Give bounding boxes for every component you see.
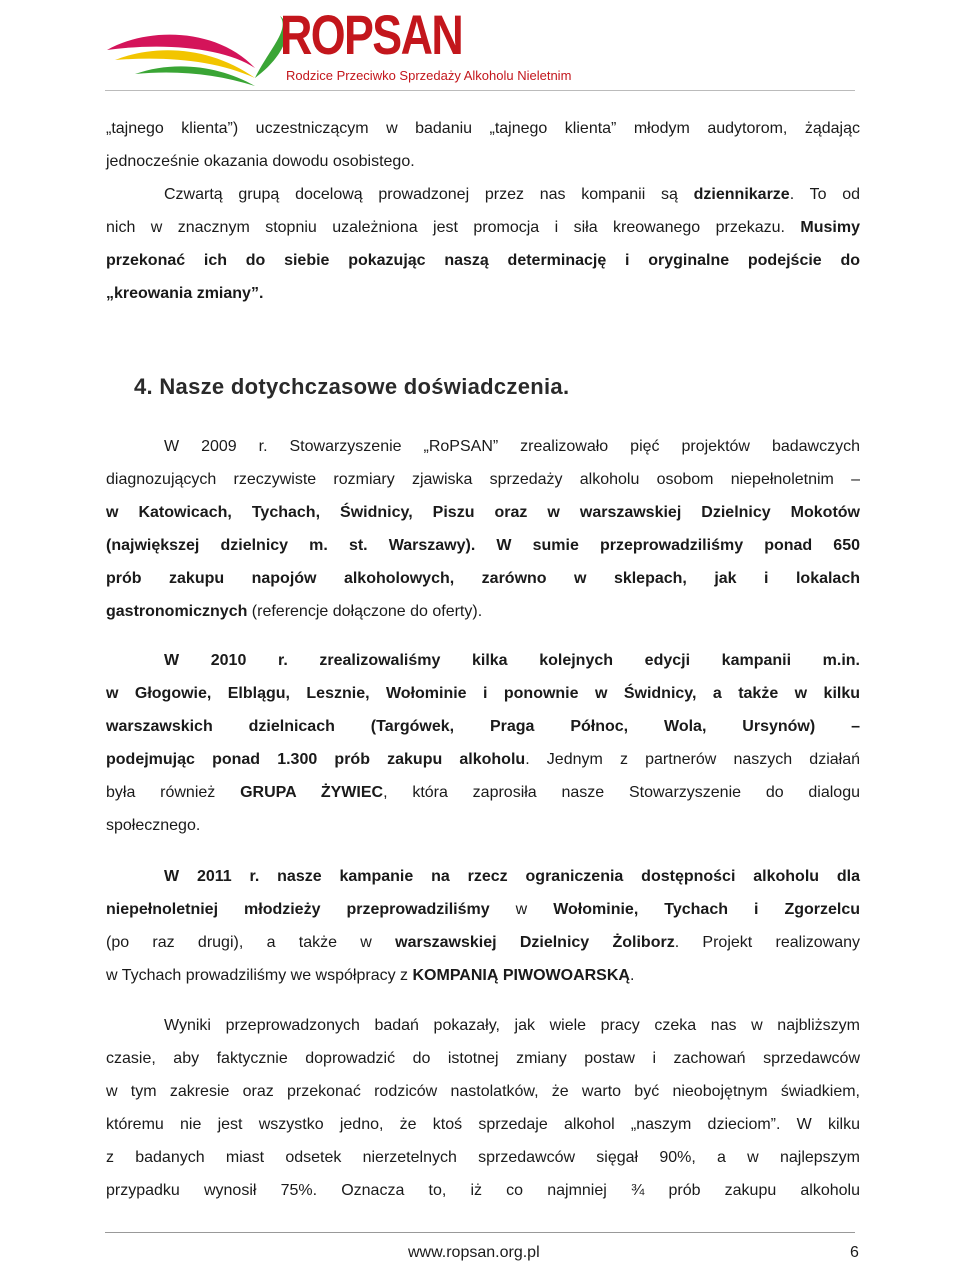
text-line: warszawskich dzielnicach (Targówek, Praga Północ, Wola, Ursynów) – (106, 718, 860, 735)
text-line: z badanych miast odsetek nierzetelnych sprzedawców sięgał 90%, a w najlepszym (106, 1149, 860, 1166)
text-span: . Projekt realizowany (674, 934, 860, 951)
text-line: któremu nie jest wszystko jedno, że ktoś sprzedaje alkohol „naszym dzieciom”. W kilku (106, 1116, 860, 1133)
text-span: nich w znacznym stopniu uzależniona jest promocja i siła kreowanego przekazu. (106, 219, 801, 236)
text-line: jednocześnie okazania dowodu osobistego. (106, 153, 415, 170)
text-line: Wyniki przeprowadzonych badań pokazały, jak wiele pracy czeka nas w najbliższym (164, 1017, 860, 1034)
text-line: W 2010 r. zrealizowaliśmy kilka kolejnych edycji kampanii m.in. (164, 652, 860, 669)
brand-tagline: Rodzice Przeciwko Sprzedaży Alkoholu Nieletnim (286, 68, 572, 83)
text-line (106, 776, 860, 809)
paragraph-2010 (106, 644, 860, 842)
bold-span: warszawskiej Dzielnicy Żoliborz (395, 934, 675, 951)
text-span: . Jednym z partnerów naszych działań (525, 751, 861, 768)
text-line: czasie, aby faktycznie doprowadzić do istotnej zmiany postaw i zachowań sprzedawców (106, 1050, 860, 1067)
text-line (106, 743, 860, 776)
text-span: (po raz drugi), a także w (106, 934, 396, 951)
text-line (106, 893, 860, 926)
brand-name: ROPSAN (280, 3, 463, 66)
bold-span: podejmując ponad 1.300 prób zakupu alkoholu (106, 751, 526, 768)
text-line: „kreowania zmiany”. (106, 285, 264, 302)
text-line: W 2009 r. Stowarzyszenie „RoPSAN” zrealizowało pięć projektów badawczych (164, 438, 860, 455)
text-line: W 2011 r. nasze kampanie na rzecz ograniczenia dostępności alkoholu dla (164, 868, 860, 885)
text-line (106, 211, 860, 244)
bold-span: (największej dzielnicy m. st. Warszawy). (106, 537, 476, 554)
intro-paragraph (106, 112, 860, 310)
bold-span: niepełnoletniej młodzieży przeprowadziliśmy (106, 901, 490, 918)
text-line: prób zakupu napojów alkoholowych, zarówno w sklepach, jak i lokalach (106, 570, 860, 587)
bold-span: W sumie przeprowadziliśmy ponad 650 (475, 537, 861, 554)
results-paragraph (106, 1009, 860, 1207)
text-line: w Głogowie, Elblągu, Lesznie, Wołominie i ponownie w Świdnicy, a także w kilku (106, 685, 860, 702)
paragraph-2009 (106, 430, 860, 628)
text-line: diagnozujących rzeczywiste rozmiary zjawiska sprzedaży alkoholu osobom niepełnoletnim – (106, 471, 860, 488)
bold-span: Musimy (800, 219, 860, 236)
bold-span: gastronomicznych (106, 603, 248, 620)
text-line: przekonać ich do siebie pokazując naszą determinację i oryginalne podejście do (106, 252, 860, 269)
text-line (106, 178, 860, 211)
bold-span: Wołominie, Tychach i Zgorzelcu (553, 901, 861, 918)
text-span: (referencje dołączone do oferty). (247, 603, 483, 620)
text-line (106, 529, 860, 562)
bold-span: KOMPANIĄ PIWOWOARSKĄ (412, 967, 630, 984)
text-span: , która zaprosiła nasze Stowarzyszenie do dialogu (383, 784, 860, 801)
text-line: w Katowicach, Tychach, Świdnicy, Piszu oraz w warszawskiej Dzielnicy Mokotów (106, 504, 860, 521)
bold-span: dziennikarze (693, 186, 790, 203)
text-span: była również (106, 784, 241, 801)
header-divider (105, 90, 855, 91)
text-line: przypadku wynosił 75%. Oznacza to, iż co najmniej ¾ prób zakupu alkoholu (106, 1182, 860, 1199)
text-span: w (489, 901, 554, 918)
bold-span: GRUPA ŻYWIEC (240, 784, 384, 801)
text-line: społecznego. (106, 817, 201, 834)
footer-divider (105, 1232, 855, 1233)
text-line: „tajnego klienta”) uczestniczącym w badaniu „tajnego klienta” młodym audytorom, żądając (106, 120, 860, 137)
page-number: 6 (850, 1244, 859, 1261)
footer-url: www.ropsan.org.pl (408, 1244, 540, 1261)
text-line: w tym zakresie oraz przekonać rodziców nastolatków, że warto być nieobojętnym świadkiem, (106, 1083, 860, 1100)
text-span: Czwartą grupą docelową prowadzonej przez nas kompanii są (164, 186, 694, 203)
text-span: . To od (789, 186, 861, 203)
text-line (106, 959, 860, 992)
section-heading: 4. Nasze dotychczasowe doświadczenia. (134, 374, 570, 399)
text-span: w Tychach prowadziliśmy we współpracy z (106, 967, 413, 984)
text-line (106, 926, 860, 959)
paragraph-2011 (106, 860, 860, 992)
text-span: . (629, 967, 635, 984)
text-line (106, 595, 860, 628)
